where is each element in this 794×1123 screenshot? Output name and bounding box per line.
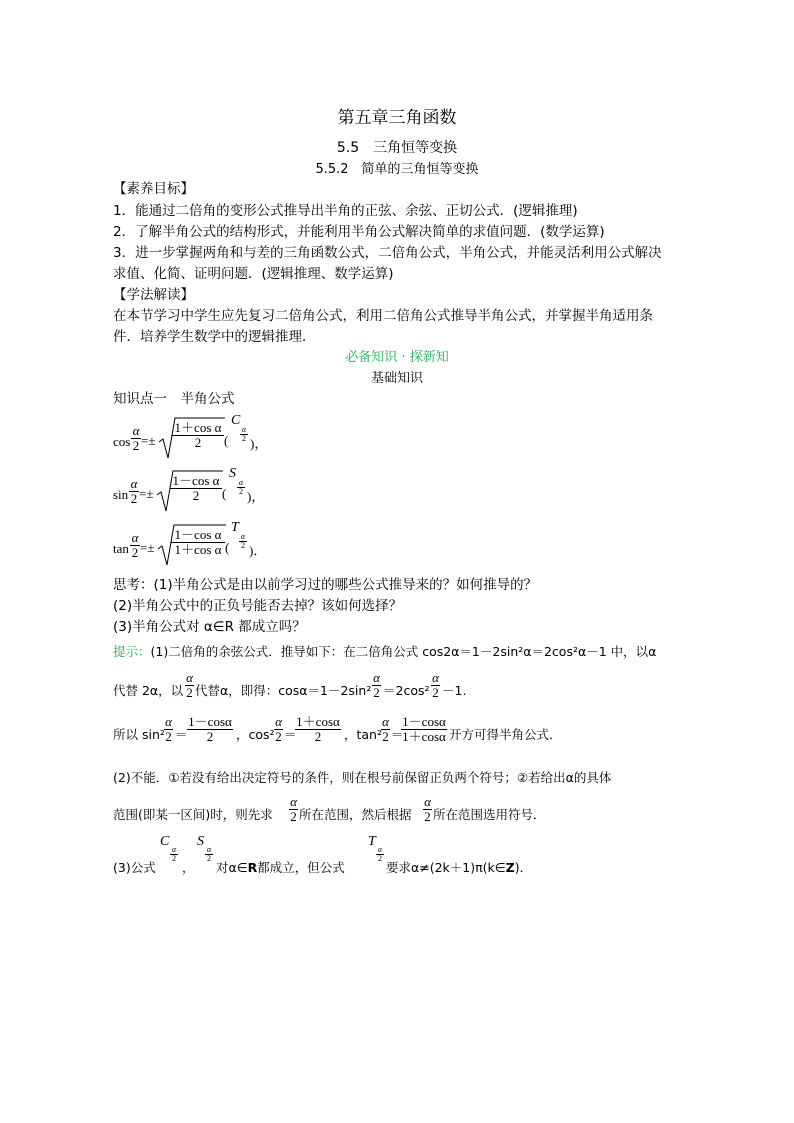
formula-label-t: T <box>231 520 239 535</box>
two-symbol: 2 <box>382 729 389 744</box>
close-paren: )， <box>247 489 265 504</box>
alpha-symbol: α <box>130 476 138 491</box>
goal-item: 1．能通过二倍角的变形公式推导出半角的正弦、余弦、正切公式．(逻辑推理) <box>113 203 578 219</box>
two-symbol: 2 <box>378 854 382 863</box>
fraction-denominator: 2 <box>192 488 200 503</box>
two-symbol: 2 <box>275 729 282 744</box>
alpha-over-two <box>274 715 283 744</box>
alpha-symbol: α <box>373 670 380 685</box>
sin-prefix: sin <box>113 487 129 502</box>
label-subscript <box>205 846 213 863</box>
sin-fraction <box>170 474 222 503</box>
alpha-symbol: α <box>382 714 389 729</box>
hint-label: 提示： <box>113 644 151 659</box>
two-symbol: 2 <box>186 685 193 700</box>
alpha-symbol: α <box>241 425 247 434</box>
alpha-symbol: α <box>165 714 172 729</box>
fraction <box>401 715 447 744</box>
alpha-over-two <box>372 671 381 700</box>
fraction-numerator: 1－cosα <box>188 714 232 729</box>
tan-prefix: tan <box>113 541 129 556</box>
two-symbol: 2 <box>239 487 243 496</box>
label-subscript <box>376 846 384 863</box>
goals-heading: 【素养目标】 <box>113 181 194 197</box>
two-symbol: 2 <box>172 854 176 863</box>
formula-label-s: S <box>229 466 236 481</box>
alpha-over-two <box>423 795 432 824</box>
two-symbol: 2 <box>290 809 297 824</box>
alpha-symbol: α <box>238 478 244 487</box>
hint-text: ，tan² <box>344 727 382 742</box>
chapter-title: 第五章三角函数 <box>337 108 457 128</box>
alpha-symbol: α <box>424 794 431 809</box>
alpha-symbol: α <box>131 530 139 545</box>
hint-text: 范围(即某一区间)时，则先求 <box>113 807 273 822</box>
hint-text-part: 要求α≠(2k＋1)π(k∈ <box>386 860 506 875</box>
cos-prefix: cos <box>113 434 131 449</box>
fraction-denominator: 2 <box>314 729 322 744</box>
hint-text-part: 都成立，但公式 <box>257 860 345 875</box>
fraction-numerator: 1－cos α <box>174 527 222 542</box>
alpha-symbol: α <box>240 532 246 541</box>
goal-item: 3．进一步掌握两角和与差的三角函数公式，二倍角公式，半角公式，并能灵活利用公式解决 <box>113 245 662 261</box>
goal-item: 求值、化简、证明问题．(逻辑推理、数学运算) <box>113 266 394 282</box>
section-title: 5.5 三角恒等变换 <box>336 140 458 156</box>
think-question: 思考：(1)半角公式是由以前学习过的哪些公式推导来的？如何推导的？ <box>113 577 538 593</box>
equals-pm: =± <box>140 540 155 555</box>
formula-label-c: C <box>160 834 170 849</box>
two-symbol: 2 <box>207 854 211 863</box>
equals-pm: =± <box>141 433 156 448</box>
real-set-symbol: R <box>247 860 258 875</box>
hint-text: (3)公式 <box>113 860 156 875</box>
open-paren: ( <box>224 433 229 448</box>
fraction-numerator: 1－cos α <box>172 473 220 488</box>
tan-fraction <box>171 528 225 557</box>
alpha-over-two <box>289 795 298 824</box>
section-banner: 必备知识 · 探新知 <box>345 350 449 365</box>
hint-text: 代替 2α，以 <box>113 683 184 698</box>
hint-text: 代替α，即得：cosα＝1－2sin² <box>195 683 372 698</box>
hint-text: ＝ <box>175 727 188 742</box>
hint-text: ＝ <box>391 727 404 742</box>
think-question: (2)半角公式中的正负号能否去掉？该如何选择？ <box>113 598 403 614</box>
formula-label-c: C <box>231 413 241 428</box>
alpha-over-two <box>129 477 139 506</box>
fraction <box>187 715 233 744</box>
hint-text: (1)二倍角的余弦公式．推导如下：在二倍角公式 cos2α＝1－2sin²α＝2cos²α－1 中，以α <box>150 644 657 659</box>
hint-text-part: 对α∈ <box>216 860 248 875</box>
hint-text: ＝2cos² <box>383 683 430 698</box>
knowledge-point-title: 知识点一 半角公式 <box>113 391 235 407</box>
hint-line <box>113 643 656 660</box>
formula-label-t: T <box>368 834 376 849</box>
hint-text: ＝ <box>284 727 297 742</box>
alpha-symbol: α <box>132 423 140 438</box>
open-paren: ( <box>222 486 227 501</box>
hint-text <box>386 858 532 876</box>
open-paren: ( <box>225 540 230 555</box>
hint-text: 开方可得半角公式． <box>449 727 562 742</box>
alpha-symbol: α <box>377 845 383 854</box>
cos-fraction <box>172 421 224 450</box>
method-heading: 【学法解读】 <box>113 287 194 303</box>
alpha-over-two <box>131 424 141 453</box>
close-paren: )， <box>250 436 268 451</box>
hint-text-part: )． <box>514 860 533 875</box>
formula-label-s: S <box>197 834 204 849</box>
alpha-symbol: α <box>290 794 297 809</box>
two-symbol: 2 <box>432 685 439 700</box>
close-paren: )． <box>249 543 267 558</box>
fraction-denominator: 2 <box>206 729 214 744</box>
alpha-over-two <box>381 715 390 744</box>
hint-text: ， <box>182 860 195 875</box>
hint-text: 所在范围选用符号． <box>433 807 546 822</box>
label-subscript <box>240 426 248 443</box>
integer-set-symbol: Z <box>505 860 515 875</box>
two-symbol: 2 <box>130 491 138 506</box>
equals-pm: =± <box>139 486 154 501</box>
two-symbol: 2 <box>242 434 246 443</box>
alpha-over-two <box>185 671 194 700</box>
hint-text: ，cos² <box>236 727 275 742</box>
hint-text: －1. <box>442 683 467 698</box>
alpha-symbol: α <box>206 845 212 854</box>
two-symbol: 2 <box>131 545 139 560</box>
fraction-numerator: 1－cosα <box>402 714 446 729</box>
method-line: 在本节学习中学生应先复习二倍角公式，利用二倍角公式推导半角公式，并掌握半角适用条 <box>113 308 653 324</box>
two-symbol: 2 <box>132 438 140 453</box>
fraction-numerator: 1＋cosα <box>296 714 340 729</box>
label-subscript <box>239 533 247 550</box>
alpha-symbol: α <box>275 714 282 729</box>
two-symbol: 2 <box>165 729 172 744</box>
fraction-denominator: 2 <box>194 435 202 450</box>
label-subscript <box>237 479 245 496</box>
alpha-symbol: α <box>432 670 439 685</box>
two-symbol: 2 <box>424 809 431 824</box>
hint-text: 所在范围，然后根据 <box>299 807 412 822</box>
basic-title: 基础知识 <box>370 371 423 386</box>
alpha-symbol: α <box>171 845 177 854</box>
fraction-numerator: 1＋cos α <box>174 420 222 435</box>
two-symbol: 2 <box>373 685 380 700</box>
fraction-denominator: 1＋cosα <box>402 729 446 744</box>
label-subscript <box>170 846 178 863</box>
alpha-over-two <box>431 671 440 700</box>
hint-text: (2)不能．①若没有给出决定符号的条件，则在根号前保留正负两个符号；②若给出α的具体 <box>113 770 612 785</box>
hint-text <box>216 858 345 876</box>
goal-item: 2．了解半角公式的结构形式，并能利用半角公式解决简单的求值问题．(数学运算) <box>113 224 605 240</box>
think-question: (3)半角公式对 α∈R 都成立吗？ <box>113 619 306 635</box>
alpha-over-two <box>130 531 140 560</box>
method-line: 件．培养学生数学中的逻辑推理． <box>113 329 316 345</box>
fraction <box>295 715 341 744</box>
two-symbol: 2 <box>241 541 245 550</box>
hint-text: 所以 sin² <box>113 727 165 742</box>
subsection-title: 5.5.2 简单的三角恒等变换 <box>315 162 479 177</box>
fraction-denominator: 1＋cos α <box>174 542 222 557</box>
alpha-symbol: α <box>186 670 193 685</box>
alpha-over-two <box>164 715 173 744</box>
